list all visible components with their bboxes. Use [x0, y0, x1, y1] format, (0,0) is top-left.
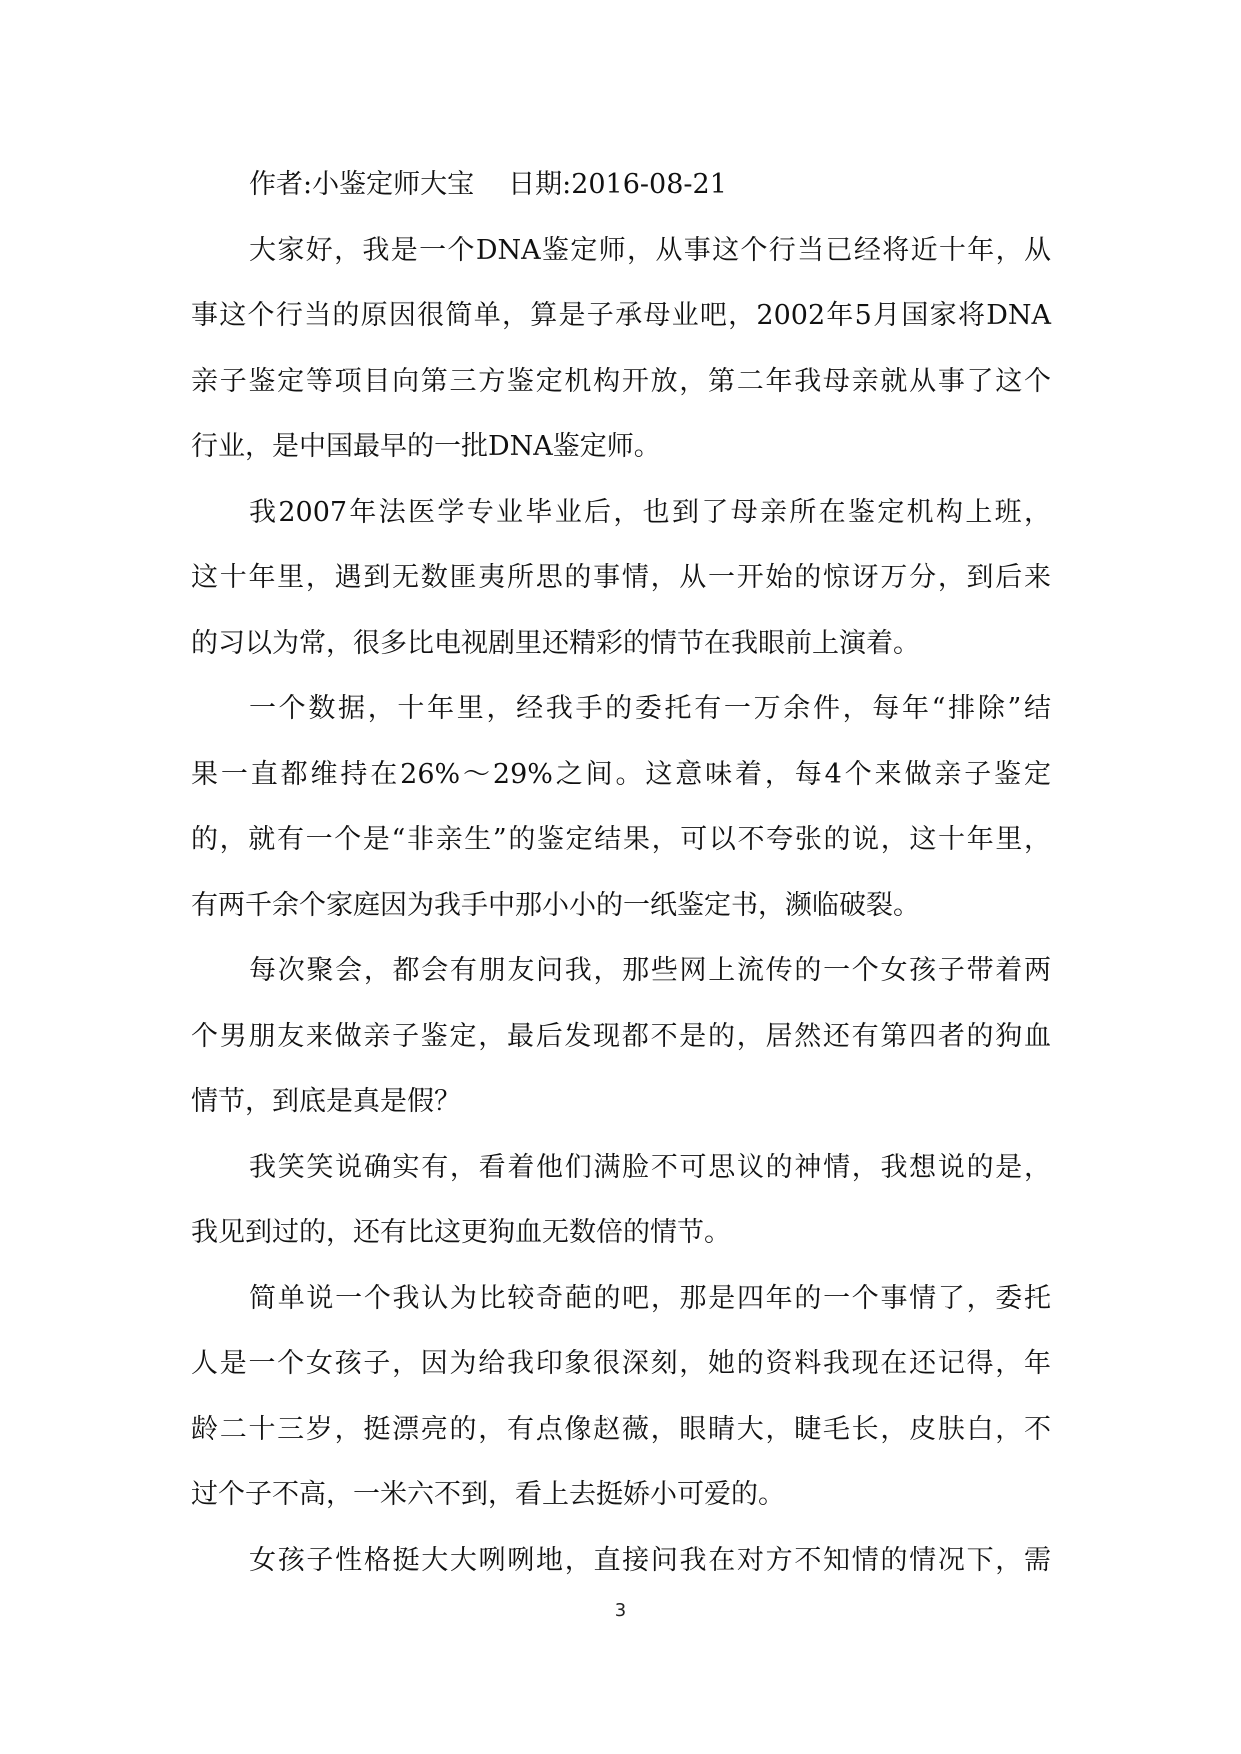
paragraph-line: 女孩子性格挺大大咧咧地，直接问我在对方不知情的情况下，需	[249, 1544, 1051, 1576]
paragraph-line: 每次聚会，都会有朋友问我，那些网上流传的一个女孩子带着两	[249, 955, 1051, 986]
paragraph-line: 这十年里，遇到无数匪夷所思的事情，从一开始的惊讶万分，到后来	[191, 562, 1051, 593]
paragraph-line: 的习以为常，很多比电视剧里还精彩的情节在我眼前上演着。	[191, 627, 920, 659]
paragraph-line: 一个数据，十年里，经我手的委托有一万余件，每年“排除”结	[249, 693, 1051, 724]
author-line: 作者:小鉴定师大宝	[249, 169, 475, 200]
paragraph-line: 情节，到底是真是假？	[191, 1086, 461, 1117]
paragraph-line: 我笑笑说确实有，看着他们满脸不可思议的神情，我想说的是，	[249, 1151, 1051, 1183]
paragraph-line: 过个子不高，一米六不到，看上去挺娇小可爱的。	[191, 1479, 785, 1510]
paragraph-line: 行业，是中国最早的一批DNA鉴定师。	[191, 431, 661, 462]
paragraph-line: 简单说一个我认为比较奇葩的吧，那是四年的一个事情了，委托	[249, 1282, 1051, 1314]
article-meta	[191, 152, 1051, 218]
paragraph-line: 的，就有一个是“非亲生”的鉴定结果，可以不夸张的说，这十年里，	[191, 824, 1051, 855]
paragraph-line: 事这个行当的原因很简单，算是子承母业吧，2002年5月国家将DNA	[191, 300, 1051, 331]
paragraph-line: 我2007年法医学专业毕业后，也到了母亲所在鉴定机构上班，	[249, 496, 1051, 528]
paragraph-line: 个男朋友来做亲子鉴定，最后发现都不是的，居然还有第四者的狗血	[191, 1020, 1051, 1052]
page-number: 3	[614, 1600, 627, 1621]
paragraph-line: 有两千余个家庭因为我手中那小小的一纸鉴定书，濒临破裂。	[191, 889, 920, 921]
paragraph-line: 人是一个女孩子，因为给我印象很深刻，她的资料我现在还记得，年	[191, 1348, 1051, 1379]
date-line: 日期:2016-08-21	[508, 169, 727, 200]
paragraph-line: 我见到过的，还有比这更狗血无数倍的情节。	[191, 1217, 731, 1248]
paragraph-line: 龄二十三岁，挺漂亮的，有点像赵薇，眼睛大，睫毛长，皮肤白，不	[191, 1413, 1051, 1445]
paragraph-line: 果一直都维持在26%～29%之间。这意味着，每4个来做亲子鉴定	[191, 758, 1051, 790]
article-body	[191, 152, 1051, 1593]
paragraph-line: 大家好，我是一个DNA鉴定师，从事这个行当已经将近十年，从	[249, 234, 1051, 266]
paragraph-line: 亲子鉴定等项目向第三方鉴定机构开放，第二年我母亲就从事了这个	[191, 365, 1051, 397]
